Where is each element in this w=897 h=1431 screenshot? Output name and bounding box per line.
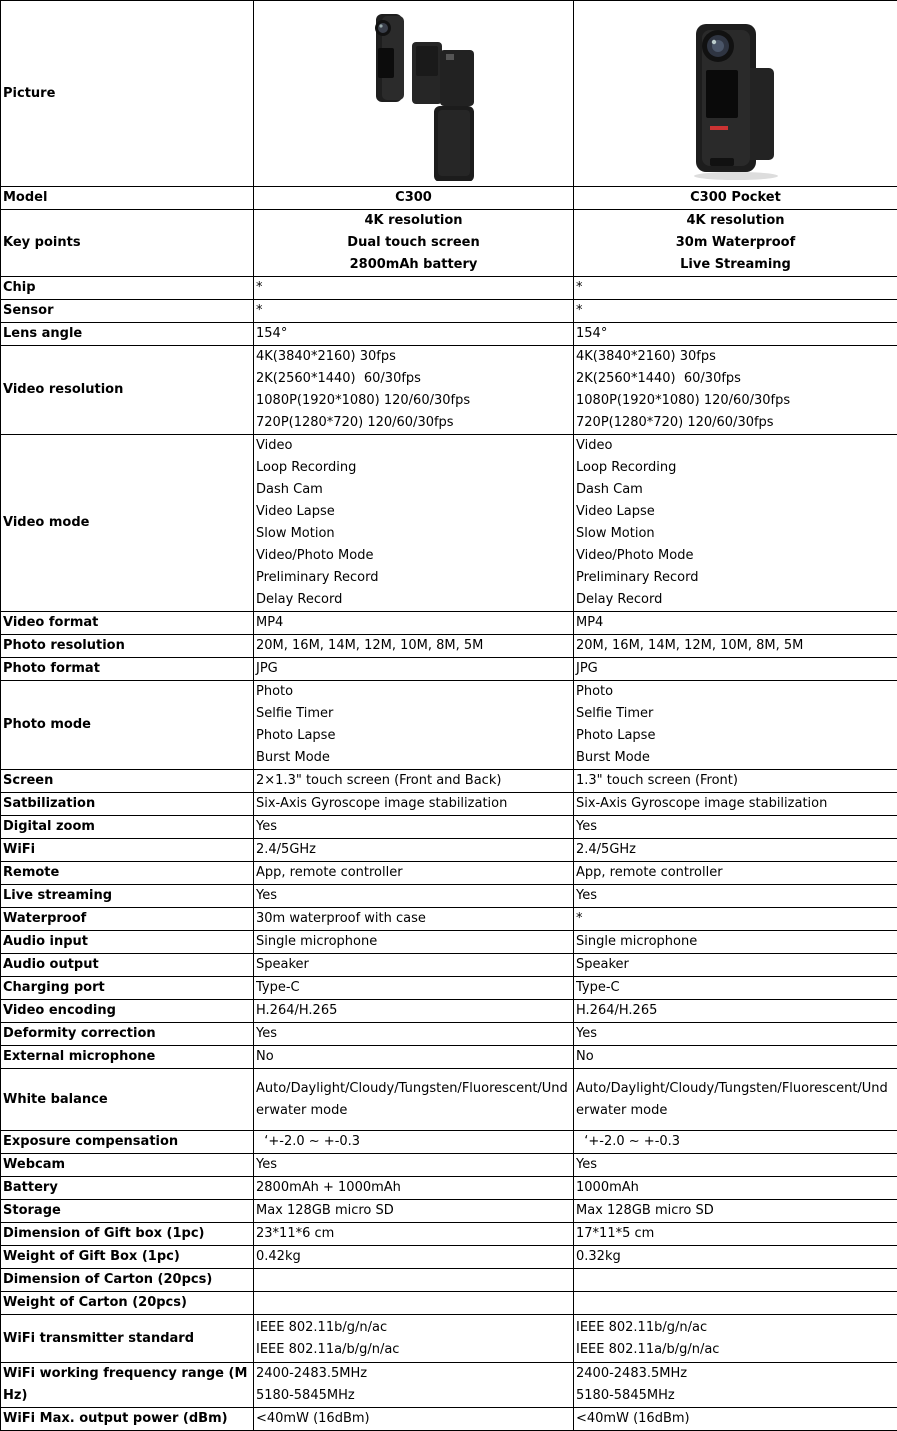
c300-spec-value <box>254 977 574 1000</box>
pocket-spec-value <box>574 908 897 931</box>
spec-label: Video mode <box>1 435 254 612</box>
spec-value-line: IEEE 802.11b/g/n/ac <box>576 1317 895 1339</box>
spec-label: Audio input <box>1 931 254 954</box>
spec-value-line: Dash Cam <box>256 479 571 501</box>
spec-value-line: 20M, 16M, 14M, 12M, 10M, 8M, 5M <box>256 635 571 657</box>
spec-value-line: Yes <box>576 816 895 838</box>
spec-value-line: 2400-2483.5MHz <box>576 1363 895 1385</box>
c300-model: C300 <box>254 187 574 210</box>
spec-value-line: 2K(2560*1440) 60/30fps <box>576 368 895 390</box>
c300-spec-value <box>254 681 574 770</box>
pocket-spec-value <box>574 1177 897 1200</box>
spec-value-line: Slow Motion <box>256 523 571 545</box>
spec-label: Deformity correction <box>1 1023 254 1046</box>
key-points-label: Key points <box>1 210 254 277</box>
spec-value-line: 23*11*6 cm <box>256 1223 571 1245</box>
spec-row-satbilization <box>1 793 897 816</box>
spec-value-line: Selfie Timer <box>256 703 571 725</box>
c300-spec-value <box>254 435 574 612</box>
spec-value-line: Yes <box>256 1023 571 1045</box>
model-label: Model <box>1 187 254 210</box>
spec-value-line: Video/Photo Mode <box>576 545 895 567</box>
c300-spec-value <box>254 1223 574 1246</box>
row-key-points <box>1 210 897 277</box>
pocket-key-points <box>574 210 897 277</box>
spec-value-line: IEEE 802.11a/b/g/n/ac <box>256 1339 571 1361</box>
key-point: 4K resolution <box>576 210 895 232</box>
key-point: Live Streaming <box>576 254 895 276</box>
spec-row-lens-angle <box>1 323 897 346</box>
pocket-spec-value <box>574 839 897 862</box>
spec-row-external-microphone <box>1 1046 897 1069</box>
spec-row-photo-mode <box>1 681 897 770</box>
spec-label: WiFi transmitter standard <box>1 1315 254 1363</box>
spec-row-waterproof <box>1 908 897 931</box>
c300-spec-value <box>254 1269 574 1292</box>
spec-label: Video format <box>1 612 254 635</box>
spec-value-line: 1.3" touch screen (Front) <box>576 770 895 792</box>
spec-value-line: Delay Record <box>256 589 571 611</box>
pocket-spec-value <box>574 277 897 300</box>
spec-value-line: No <box>256 1046 571 1068</box>
key-point: 4K resolution <box>256 210 571 232</box>
spec-value-line: JPG <box>256 658 571 680</box>
spec-value-line: 2800mAh + 1000mAh <box>256 1177 571 1199</box>
spec-label: External microphone <box>1 1046 254 1069</box>
spec-label: Weight of Gift Box (1pc) <box>1 1246 254 1269</box>
spec-label: Charging port <box>1 977 254 1000</box>
spec-value-line: 4K(3840*2160) 30fps <box>576 346 895 368</box>
c300-spec-value <box>254 1200 574 1223</box>
pocket-spec-value <box>574 1408 897 1431</box>
picture-label: Picture <box>1 1 254 187</box>
spec-label: Digital zoom <box>1 816 254 839</box>
pocket-spec-value <box>574 793 897 816</box>
spec-row-audio-input <box>1 931 897 954</box>
pocket-spec-value <box>574 1069 897 1131</box>
spec-label: Photo resolution <box>1 635 254 658</box>
spec-label: Audio output <box>1 954 254 977</box>
spec-value-line: 30m waterproof with case <box>256 908 571 930</box>
spec-label: Video resolution <box>1 346 254 435</box>
pocket-spec-value <box>574 885 897 908</box>
key-point: 30m Waterproof <box>576 232 895 254</box>
c300-spec-value <box>254 1069 574 1131</box>
spec-value-line: 720P(1280*720) 120/60/30fps <box>576 412 895 434</box>
spec-value-line: 0.42kg <box>256 1246 571 1268</box>
spec-row-weight-of-gift-box-1pc <box>1 1246 897 1269</box>
spec-label: Lens angle <box>1 323 254 346</box>
spec-row-white-balance <box>1 1069 897 1131</box>
spec-label: Video encoding <box>1 1000 254 1023</box>
spec-row-charging-port <box>1 977 897 1000</box>
pocket-spec-value <box>574 1246 897 1269</box>
c300-spec-value <box>254 862 574 885</box>
spec-value-line: Slow Motion <box>576 523 895 545</box>
spec-row-webcam <box>1 1154 897 1177</box>
spec-value-line: * <box>256 300 571 322</box>
spec-value-line: Six-Axis Gyroscope image stabilization <box>576 793 895 815</box>
spec-value-line: H.264/H.265 <box>576 1000 895 1022</box>
c300-spec-value <box>254 885 574 908</box>
spec-value-line: <40mW (16dBm) <box>576 1408 895 1430</box>
spec-label: Webcam <box>1 1154 254 1177</box>
c300-key-points <box>254 210 574 277</box>
spec-value-line: Dash Cam <box>576 479 895 501</box>
pocket-spec-value <box>574 658 897 681</box>
pocket-spec-value <box>574 1269 897 1292</box>
spec-label: WiFi Max. output power (dBm) <box>1 1408 254 1431</box>
spec-row-wifi <box>1 839 897 862</box>
spec-label: Photo mode <box>1 681 254 770</box>
c300-spec-value <box>254 323 574 346</box>
pocket-spec-value <box>574 770 897 793</box>
spec-row-audio-output <box>1 954 897 977</box>
spec-row-dimension-of-gift-box-1pc <box>1 1223 897 1246</box>
spec-value-line: Burst Mode <box>576 747 895 769</box>
spec-row-video-encoding <box>1 1000 897 1023</box>
spec-value-line: 2.4/5GHz <box>256 839 571 861</box>
spec-value-line: Photo <box>576 681 895 703</box>
pocket-model: C300 Pocket <box>574 187 897 210</box>
spec-label: Waterproof <box>1 908 254 931</box>
spec-value-line: MP4 <box>576 612 895 634</box>
c300-spec-value <box>254 1246 574 1269</box>
c300-pocket-camera-image <box>656 6 816 181</box>
spec-value-line: 17*11*5 cm <box>576 1223 895 1245</box>
c300-spec-value <box>254 1408 574 1431</box>
spec-value-line: Loop Recording <box>576 457 895 479</box>
pocket-spec-value <box>574 612 897 635</box>
pocket-spec-value <box>574 681 897 770</box>
spec-value-line: <40mW (16dBm) <box>256 1408 571 1430</box>
spec-row-video-resolution <box>1 346 897 435</box>
c300-spec-value <box>254 612 574 635</box>
spec-label: Chip <box>1 277 254 300</box>
spec-value-line: 4K(3840*2160) 30fps <box>256 346 571 368</box>
spec-value-line: Selfie Timer <box>576 703 895 725</box>
spec-value-line: 720P(1280*720) 120/60/30fps <box>256 412 571 434</box>
c300-spec-value <box>254 816 574 839</box>
spec-value-line: App, remote controller <box>256 862 571 884</box>
spec-row-chip <box>1 277 897 300</box>
spec-value-line: Preliminary Record <box>256 567 571 589</box>
pocket-spec-value <box>574 323 897 346</box>
spec-label: Dimension of Gift box (1pc) <box>1 1223 254 1246</box>
spec-row-wifi-working-frequency-range-mhz <box>1 1363 897 1408</box>
spec-value-line: H.264/H.265 <box>256 1000 571 1022</box>
c300-spec-value <box>254 1131 574 1154</box>
spec-row-storage <box>1 1200 897 1223</box>
spec-value-line: 2.4/5GHz <box>576 839 895 861</box>
spec-value-line: Video Lapse <box>576 501 895 523</box>
key-point: Dual touch screen <box>256 232 571 254</box>
c300-spec-value <box>254 1023 574 1046</box>
spec-value-line: Photo Lapse <box>256 725 571 747</box>
spec-label: Dimension of Carton (20pcs) <box>1 1269 254 1292</box>
spec-label: WiFi <box>1 839 254 862</box>
spec-value-line: 2400-2483.5MHz <box>256 1363 571 1385</box>
spec-value-line: Speaker <box>256 954 571 976</box>
spec-row-digital-zoom <box>1 816 897 839</box>
c300-spec-value <box>254 770 574 793</box>
pocket-spec-value <box>574 1363 897 1408</box>
c300-spec-value <box>254 1292 574 1315</box>
spec-value-line: IEEE 802.11b/g/n/ac <box>256 1317 571 1339</box>
spec-value-line: * <box>576 908 895 930</box>
spec-value-line: Yes <box>256 1154 571 1176</box>
c300-spec-value <box>254 954 574 977</box>
spec-value-line: 154° <box>576 323 895 345</box>
pocket-spec-value <box>574 862 897 885</box>
spec-value-line: 2×1.3" touch screen (Front and Back) <box>256 770 571 792</box>
spec-value-line: Loop Recording <box>256 457 571 479</box>
spec-label: Exposure compensation <box>1 1131 254 1154</box>
spec-value-line: Yes <box>576 1154 895 1176</box>
c300-spec-value <box>254 635 574 658</box>
spec-value-line: * <box>256 277 571 299</box>
spec-label: Photo format <box>1 658 254 681</box>
spec-row-dimension-of-carton-20pcs <box>1 1269 897 1292</box>
spec-value-line: Yes <box>576 885 895 907</box>
spec-value-line: Type-C <box>256 977 571 999</box>
c300-spec-value <box>254 1046 574 1069</box>
spec-label: Live streaming <box>1 885 254 908</box>
spec-label: Satbilization <box>1 793 254 816</box>
spec-row-screen <box>1 770 897 793</box>
spec-value-line: Single microphone <box>256 931 571 953</box>
spec-value-line: IEEE 802.11a/b/g/n/ac <box>576 1339 895 1361</box>
pocket-spec-value <box>574 346 897 435</box>
spec-value-line: App, remote controller <box>576 862 895 884</box>
spec-value-line: 1000mAh <box>576 1177 895 1199</box>
spec-value-line: * <box>576 277 895 299</box>
spec-value-line: Photo <box>256 681 571 703</box>
spec-row-deformity-correction <box>1 1023 897 1046</box>
row-picture <box>1 1 897 187</box>
c300-spec-value <box>254 1177 574 1200</box>
c300-spec-value <box>254 793 574 816</box>
c300-spec-value <box>254 908 574 931</box>
pocket-spec-value <box>574 435 897 612</box>
pocket-spec-value <box>574 954 897 977</box>
spec-label: Battery <box>1 1177 254 1200</box>
pocket-spec-value <box>574 1000 897 1023</box>
spec-row-wifi-transmitter-standard <box>1 1315 897 1363</box>
spec-value-line: Max 128GB micro SD <box>256 1200 571 1222</box>
spec-row-video-mode <box>1 435 897 612</box>
pocket-spec-value <box>574 1292 897 1315</box>
spec-value-line: Preliminary Record <box>576 567 895 589</box>
spec-value-line: Auto/Daylight/Cloudy/Tungsten/Fluorescent/Underwater mode <box>576 1078 895 1122</box>
c300-spec-value <box>254 1315 574 1363</box>
spec-label: Weight of Carton (20pcs) <box>1 1292 254 1315</box>
spec-value-line: Single microphone <box>576 931 895 953</box>
spec-value-line: 5180-5845MHz <box>256 1385 571 1407</box>
c300-camera-image <box>334 6 494 181</box>
spec-value-line: Video <box>256 435 571 457</box>
pocket-spec-value <box>574 1154 897 1177</box>
spec-row-battery <box>1 1177 897 1200</box>
c300-spec-value <box>254 300 574 323</box>
spec-row-photo-format <box>1 658 897 681</box>
spec-value-line: 1080P(1920*1080) 120/60/30fps <box>576 390 895 412</box>
spec-value-line: ‘+-2.0 ~ +-0.3 <box>256 1131 571 1153</box>
spec-row-wifi-max-output-power-dbm <box>1 1408 897 1431</box>
pocket-spec-value <box>574 977 897 1000</box>
spec-value-line: * <box>576 300 895 322</box>
spec-value-line: 0.32kg <box>576 1246 895 1268</box>
spec-value-line: Burst Mode <box>256 747 571 769</box>
c300-spec-value <box>254 1363 574 1408</box>
pocket-spec-value <box>574 931 897 954</box>
spec-label: Storage <box>1 1200 254 1223</box>
pocket-picture <box>574 1 897 187</box>
c300-spec-value <box>254 839 574 862</box>
pocket-spec-value <box>574 1200 897 1223</box>
spec-label: WiFi working frequency range (MHz) <box>1 1363 254 1408</box>
pocket-spec-value <box>574 816 897 839</box>
spec-value-line: 5180-5845MHz <box>576 1385 895 1407</box>
spec-label: White balance <box>1 1069 254 1131</box>
key-point: 2800mAh battery <box>256 254 571 276</box>
spec-value-line: Video/Photo Mode <box>256 545 571 567</box>
spec-value-line: 2K(2560*1440) 60/30fps <box>256 368 571 390</box>
spec-row-remote <box>1 862 897 885</box>
spec-value-line: Yes <box>576 1023 895 1045</box>
spec-value-line: Six-Axis Gyroscope image stabilization <box>256 793 571 815</box>
pocket-spec-value <box>574 1315 897 1363</box>
spec-value-line: No <box>576 1046 895 1068</box>
spec-row-weight-of-carton-20pcs <box>1 1292 897 1315</box>
pocket-spec-value <box>574 1223 897 1246</box>
spec-value-line: Yes <box>256 816 571 838</box>
spec-value-line: Auto/Daylight/Cloudy/Tungsten/Fluorescent/Underwater mode <box>256 1078 571 1122</box>
c300-spec-value <box>254 1154 574 1177</box>
spec-label: Screen <box>1 770 254 793</box>
c300-spec-value <box>254 1000 574 1023</box>
row-model <box>1 187 897 210</box>
spec-row-photo-resolution <box>1 635 897 658</box>
pocket-spec-value <box>574 1023 897 1046</box>
spec-row-video-format <box>1 612 897 635</box>
spec-row-sensor <box>1 300 897 323</box>
spec-value-line: Max 128GB micro SD <box>576 1200 895 1222</box>
spec-row-exposure-compensation <box>1 1131 897 1154</box>
c300-spec-value <box>254 346 574 435</box>
c300-spec-value <box>254 931 574 954</box>
spec-value-line: 1080P(1920*1080) 120/60/30fps <box>256 390 571 412</box>
pocket-spec-value <box>574 1046 897 1069</box>
spec-row-live-streaming <box>1 885 897 908</box>
spec-value-line: Video Lapse <box>256 501 571 523</box>
spec-value-line: ‘+-2.0 ~ +-0.3 <box>576 1131 895 1153</box>
spec-value-line: Delay Record <box>576 589 895 611</box>
c300-spec-value <box>254 658 574 681</box>
spec-value-line: JPG <box>576 658 895 680</box>
pocket-spec-value <box>574 1131 897 1154</box>
c300-picture <box>254 1 574 187</box>
spec-label: Remote <box>1 862 254 885</box>
spec-value-line: MP4 <box>256 612 571 634</box>
spec-value-line: Speaker <box>576 954 895 976</box>
spec-value-line: Type-C <box>576 977 895 999</box>
spec-value-line: Photo Lapse <box>576 725 895 747</box>
pocket-spec-value <box>574 635 897 658</box>
spec-value-line: 154° <box>256 323 571 345</box>
c300-spec-value <box>254 277 574 300</box>
spec-value-line: Yes <box>256 885 571 907</box>
spec-value-line: Video <box>576 435 895 457</box>
pocket-spec-value <box>574 300 897 323</box>
spec-value-line: 20M, 16M, 14M, 12M, 10M, 8M, 5M <box>576 635 895 657</box>
spec-label: Sensor <box>1 300 254 323</box>
